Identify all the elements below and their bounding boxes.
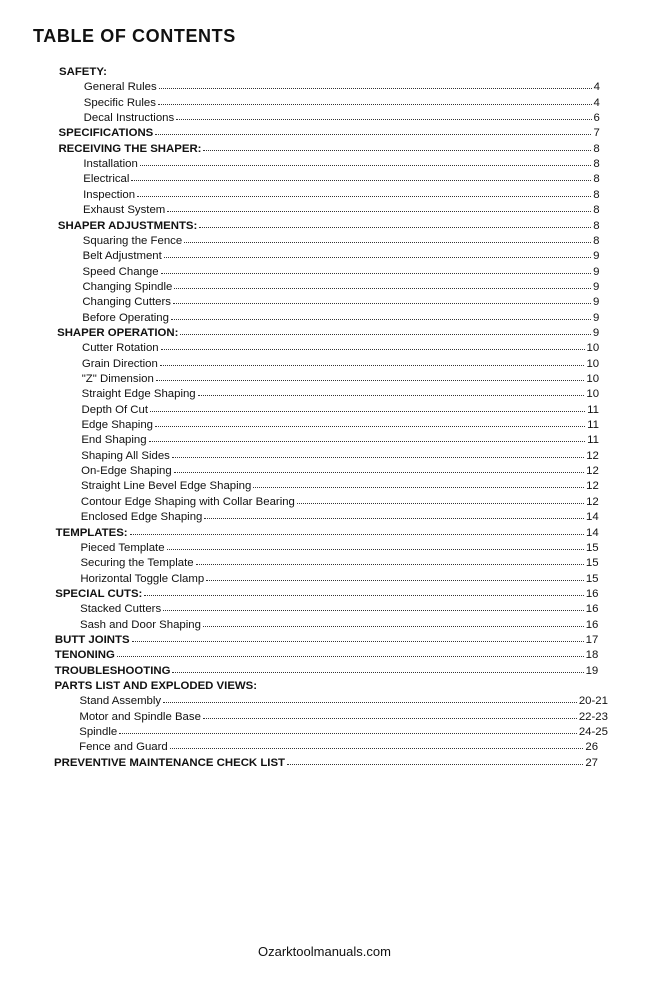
toc-entry-page: 17 <box>585 633 599 646</box>
dot-leader <box>131 170 591 181</box>
dot-leader <box>137 186 591 197</box>
dot-leader <box>144 585 583 596</box>
toc-entry-label: Before Operating <box>82 311 169 324</box>
toc-entry-page: 12 <box>586 480 599 493</box>
toc-entry-label: Shaping All Sides <box>81 449 170 462</box>
toc-entry-label: Contour Edge Shaping with Collar Bearing <box>80 495 295 508</box>
dot-leader <box>172 447 584 458</box>
toc-entry-label: Motor and Spindle Base <box>79 710 201 723</box>
toc-entry-page: 9 <box>592 311 600 324</box>
toc-entry-label: Inspection <box>83 188 136 201</box>
toc-entry-page: 10 <box>586 373 600 385</box>
toc-entry-label: Decal Instructions <box>83 112 175 125</box>
toc-entry-label: End Shaping <box>81 434 147 447</box>
dot-leader <box>158 94 592 105</box>
toc-entry-label: PREVENTIVE MAINTENANCE CHECK LIST <box>54 756 285 769</box>
toc-entry <box>54 755 598 771</box>
toc-entry-page: 20-21 <box>578 695 608 708</box>
dot-leader <box>203 140 591 151</box>
toc-entry-label: Installation <box>83 158 138 171</box>
toc-entry-label: Straight Edge Shaping <box>81 388 196 401</box>
page-title: TABLE OF CONTENTS <box>33 26 236 46</box>
toc-entry-page: 9 <box>593 265 600 278</box>
dot-leader <box>132 631 584 642</box>
toc-entry-label: Spindle <box>79 726 118 739</box>
dot-leader <box>174 278 591 289</box>
toc-entry-page: 4 <box>593 81 600 94</box>
toc-entry-page: 11 <box>587 419 599 432</box>
dot-leader <box>149 431 586 442</box>
toc-entry-page: 9 <box>592 296 600 309</box>
toc-entry-label: Cutter Rotation <box>82 342 159 355</box>
dot-leader <box>196 554 584 565</box>
toc-entry-label: Exhaust System <box>83 204 166 217</box>
dot-leader <box>150 401 585 412</box>
footer-website: Ozarktoolmanuals.com <box>258 944 391 959</box>
toc-entry-page: 8 <box>593 142 600 155</box>
toc-entry-label: Electrical <box>83 173 130 186</box>
dot-leader <box>164 247 591 258</box>
toc-entry-page: 22-23 <box>578 710 608 723</box>
toc-entry-label: Sash and Door Shaping <box>80 618 201 631</box>
toc-entry-label: General Rules <box>83 81 157 94</box>
toc-entry-label: Stacked Cutters <box>80 603 162 616</box>
dot-leader <box>176 109 591 120</box>
dot-leader <box>206 570 584 581</box>
toc-entry-page: 16 <box>585 603 599 616</box>
toc-entry-label: "Z" Dimension <box>81 373 154 385</box>
dot-leader <box>180 324 590 335</box>
dot-leader <box>173 293 591 304</box>
dot-leader <box>253 477 584 488</box>
dot-leader <box>161 339 585 350</box>
toc-entry-label: SPECIFICATIONS <box>58 127 154 140</box>
dot-leader <box>117 646 584 657</box>
toc-entry-label: SHAPER ADJUSTMENTS: <box>57 219 198 232</box>
toc-entry-label: SHAPER OPERATION: <box>57 326 179 339</box>
dot-leader <box>198 385 585 396</box>
toc-entry-label: Edge Shaping <box>81 419 154 432</box>
toc-entry-page: 10 <box>586 342 600 355</box>
toc-entry-page: 8 <box>593 204 600 217</box>
toc-entry <box>55 663 599 679</box>
toc-entry-page: 9 <box>592 326 600 339</box>
toc-entry-page: 16 <box>585 618 599 631</box>
dot-leader <box>203 708 577 719</box>
toc-entry-page: 8 <box>593 188 600 201</box>
toc-entry-page: 11 <box>587 403 599 416</box>
toc-entry-page: 14 <box>585 526 599 539</box>
toc-entry-page: 16 <box>585 587 599 600</box>
toc-entry-label: TROUBLESHOOTING <box>54 664 171 677</box>
dot-leader <box>174 462 584 473</box>
toc-entry-label: Stand Assembly <box>79 695 162 708</box>
toc-entry-page: 24-25 <box>578 726 608 739</box>
toc-entry-page: 12 <box>586 465 599 478</box>
toc-entry-label: Horizontal Toggle Clamp <box>80 572 205 585</box>
dot-leader <box>170 738 584 749</box>
toc-entry-page: 15 <box>585 557 599 570</box>
toc-entry-label: PARTS LIST AND EXPLODED VIEWS: <box>54 680 258 692</box>
toc-entry-label: Squaring the Fence <box>82 234 183 247</box>
toc-entry-page: 9 <box>593 250 600 263</box>
toc-entry-label: RECEIVING THE SHAPER: <box>58 142 202 155</box>
dot-leader <box>171 309 591 320</box>
toc-entry-label: Depth Of Cut <box>81 403 149 416</box>
dot-leader <box>204 508 584 519</box>
toc-entry-label: Grain Direction <box>81 357 158 370</box>
toc-entry-label: Securing the Template <box>80 557 194 570</box>
toc-entry-page: 4 <box>593 96 600 109</box>
toc-entry-label: SAFETY: <box>59 66 107 78</box>
toc-entry-label: Speed Change <box>82 265 159 278</box>
toc-entry-label: TENONING <box>54 649 115 662</box>
dot-leader <box>167 201 591 212</box>
toc-entry-page: 15 <box>585 541 599 554</box>
toc-entry-page: 8 <box>593 234 600 247</box>
toc-entry-label: Belt Adjustment <box>82 250 162 263</box>
dot-leader <box>163 600 584 611</box>
toc-entry-label: SPECIAL CUTS: <box>55 587 143 600</box>
dot-leader <box>155 416 585 427</box>
toc-entry-label: Pieced Template <box>80 541 165 554</box>
dot-leader <box>172 662 583 673</box>
toc-entry-page: 6 <box>593 112 600 125</box>
toc-entry-label: Straight Line Bevel Edge Shaping <box>81 480 252 493</box>
dot-leader <box>167 539 584 550</box>
dot-leader <box>119 723 577 734</box>
toc-entry-page: 7 <box>593 127 600 140</box>
toc-entry-page: 8 <box>593 219 600 232</box>
toc-entry-label: Fence and Guard <box>79 741 168 754</box>
toc-entry-page: 11 <box>587 434 599 447</box>
dot-leader <box>287 754 583 765</box>
dot-leader <box>203 616 584 627</box>
toc-entry-page: 27 <box>585 756 598 769</box>
dot-leader <box>130 524 584 535</box>
dot-leader <box>161 263 592 274</box>
toc-entry-page: 8 <box>593 173 600 186</box>
toc-entry-page: 18 <box>585 649 599 662</box>
toc-entry-label: BUTT JOINTS <box>54 633 130 646</box>
toc-entry-label: Enclosed Edge Shaping <box>80 511 203 524</box>
dot-leader <box>140 155 592 166</box>
dot-leader <box>297 493 584 504</box>
toc-entry-label: Changing Spindle <box>82 280 173 293</box>
dot-leader <box>199 217 591 228</box>
toc-entry-page: 12 <box>586 449 599 462</box>
toc-entry-page: 15 <box>585 572 599 585</box>
toc-entry-page: 10 <box>586 357 600 370</box>
dot-leader <box>163 692 577 703</box>
dot-leader <box>159 78 592 89</box>
toc-entry-page: 14 <box>586 511 599 524</box>
toc-entry-page: 12 <box>586 495 599 508</box>
dot-leader <box>160 355 585 366</box>
dot-leader <box>156 370 585 381</box>
toc-entry-label: On-Edge Shaping <box>81 465 172 478</box>
toc-entry-label: Changing Cutters <box>82 296 171 309</box>
dot-leader <box>155 124 591 135</box>
toc-entry-label: TEMPLATES: <box>55 526 128 539</box>
toc-entry-page: 8 <box>593 158 600 171</box>
toc-entry-page: 19 <box>585 664 599 677</box>
dot-leader <box>184 232 591 243</box>
toc-entry-page: 10 <box>586 388 600 401</box>
toc-entry-page: 9 <box>593 280 600 293</box>
toc-entry-page: 26 <box>585 741 599 754</box>
toc-entry-label: Specific Rules <box>83 96 156 109</box>
